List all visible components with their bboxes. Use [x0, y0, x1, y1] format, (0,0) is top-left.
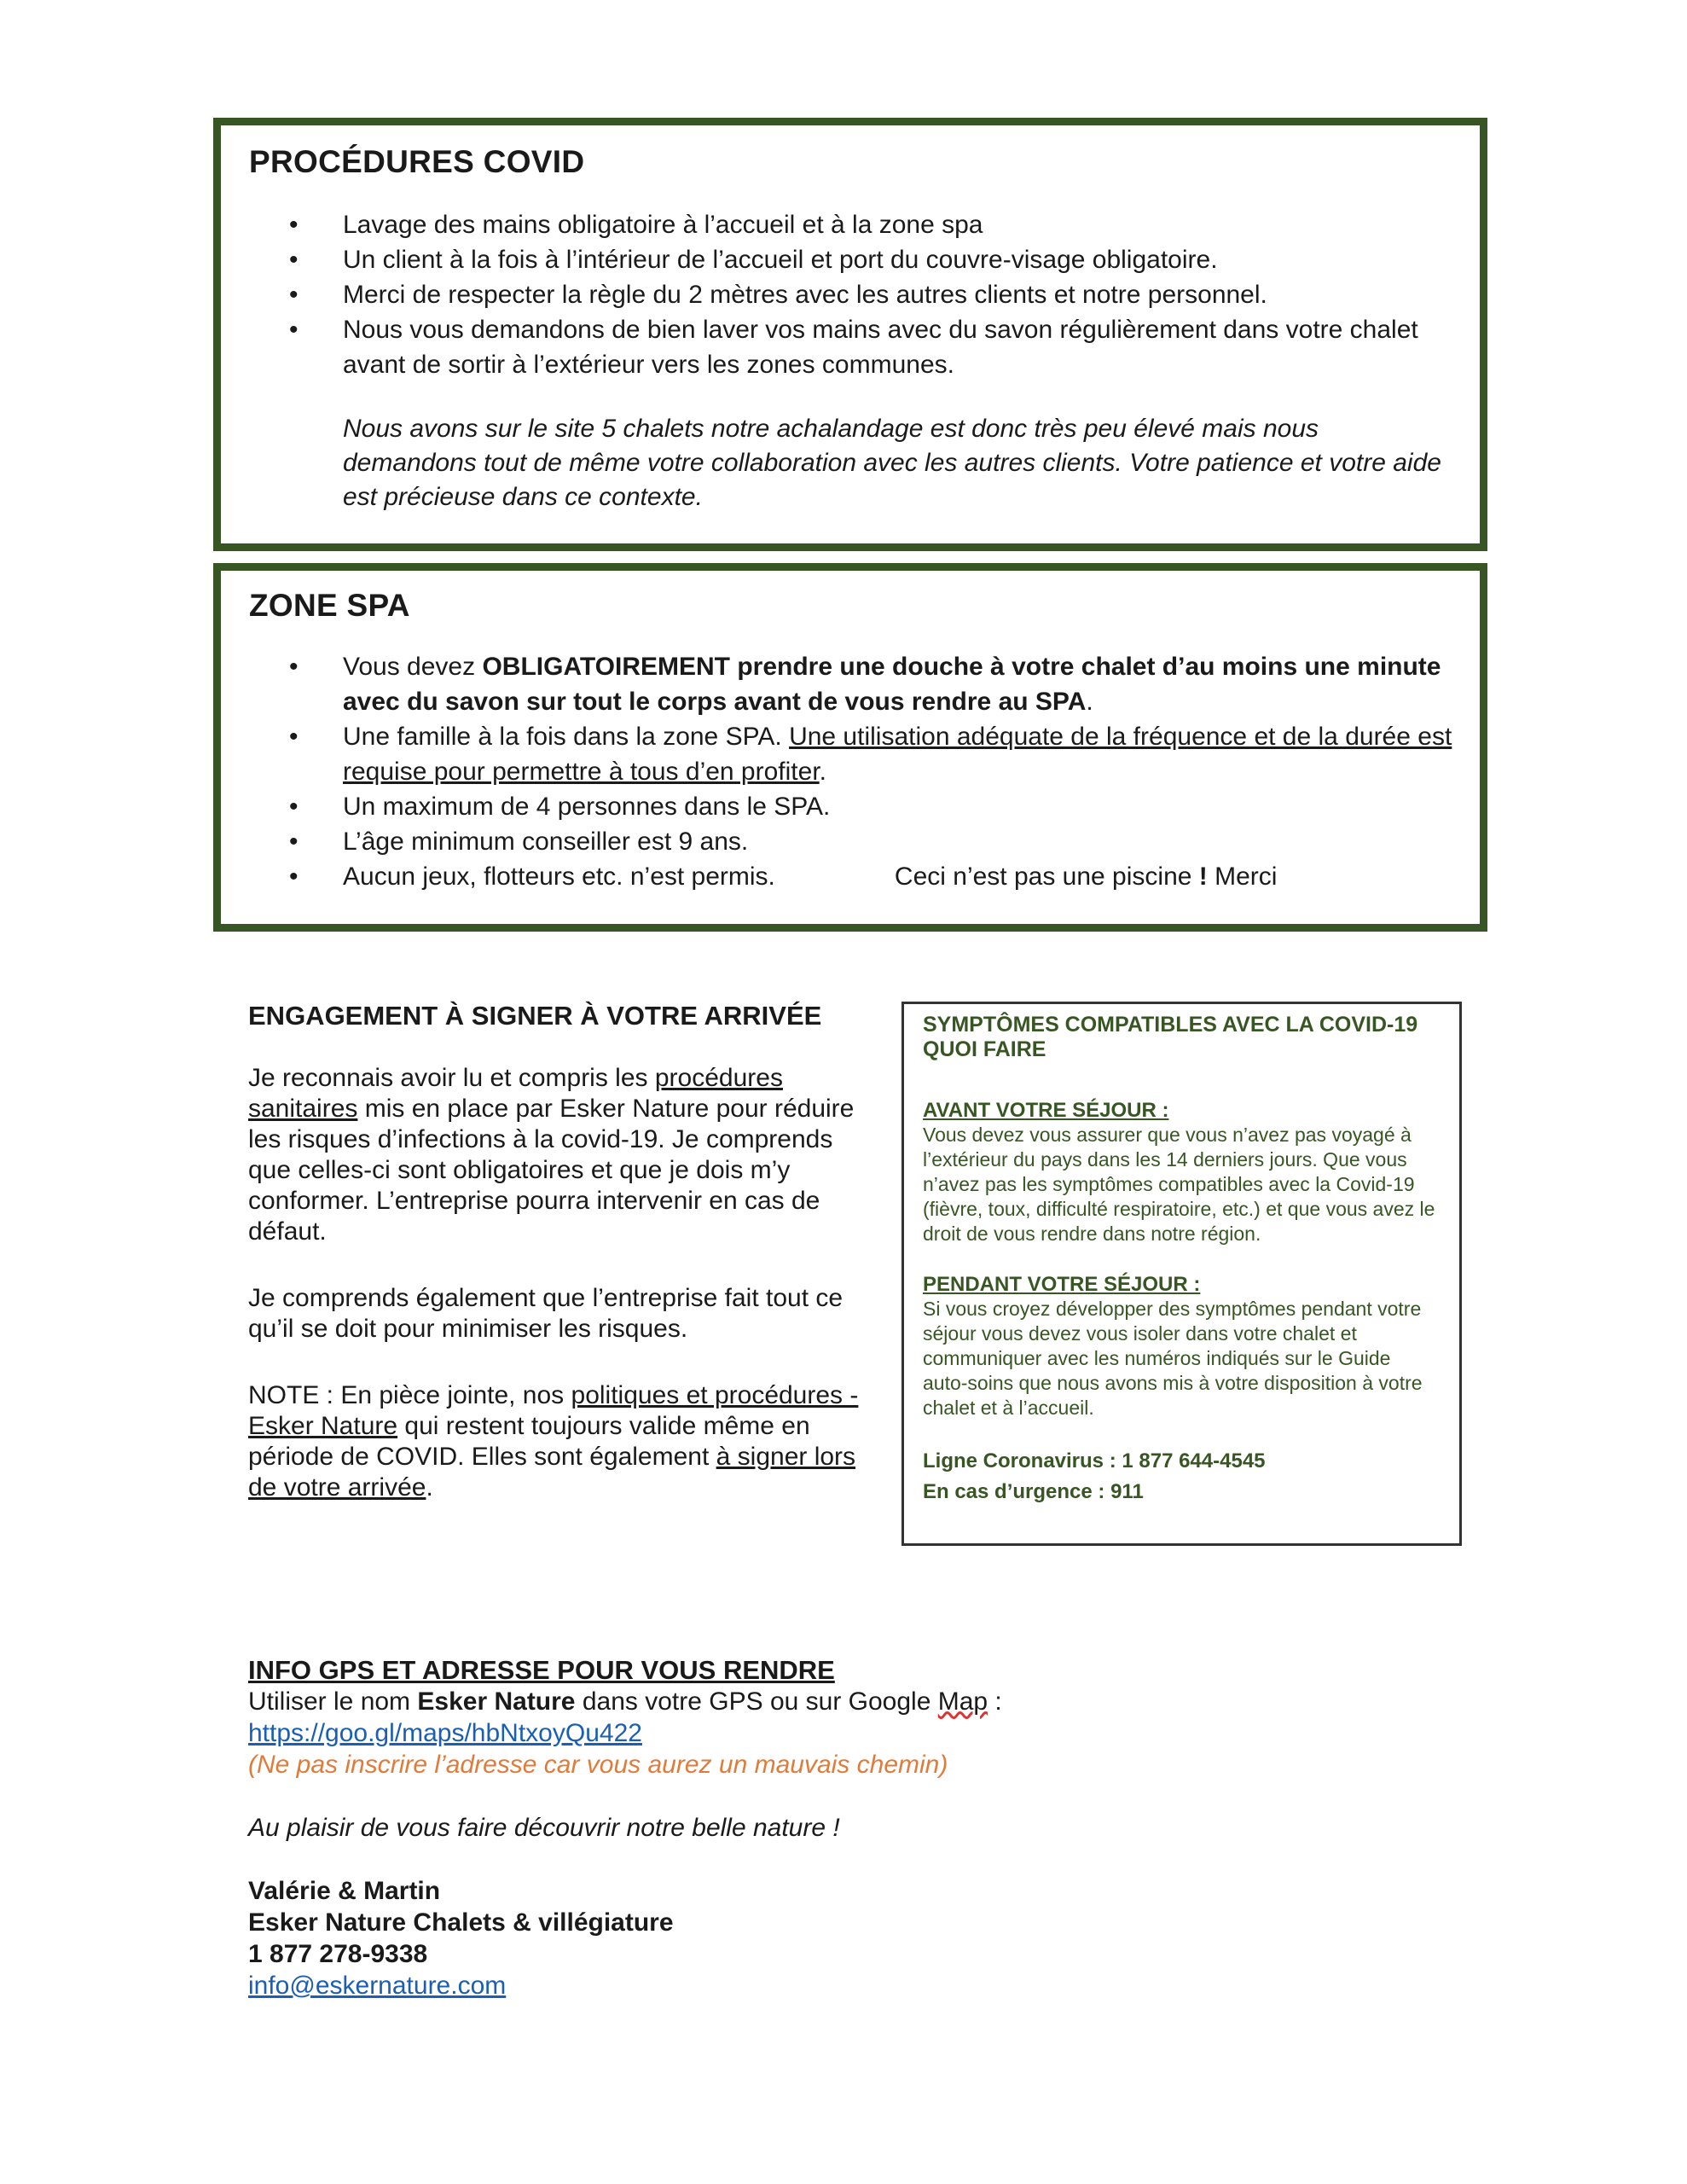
covid-item-3: Merci de respecter la règle du 2 mètres avec les autres clients et notre personnel. — [343, 281, 1267, 309]
gps-line-mid: dans votre GPS ou sur Google — [575, 1687, 938, 1716]
symptoms-title: SYMPTÔMES COMPATIBLES AVEC LA COVID-19 QUOI FAIRE — [923, 1013, 1418, 1061]
engagement-p3-post: . — [426, 1473, 433, 1502]
covid-title: PROCÉDURES COVID — [249, 144, 585, 179]
bullet-icon: • — [289, 246, 299, 274]
maps-link[interactable]: https://goo.gl/maps/hbNtxoyQu422 — [248, 1719, 642, 1747]
spa-item-3: Un maximum de 4 personnes dans le SPA. — [343, 793, 831, 821]
spa-item-1-bold: OBLIGATOIREMENT prendre une douche à votre chalet d’au moins une minute avec du savon sur tout le corps avant de vous rendre au SPA — [343, 653, 1441, 716]
bullet-icon: • — [289, 281, 299, 309]
engagement-p1-underline: procédures sanitaires — [248, 1064, 783, 1123]
symptoms-during-text: Si vous croyez développer des symptômes pendant votre séjour vous devez vous isoler dans votre chalet et communiquer avec les numéros indiqués sur le Guide auto-soins que nous avons mis à votre disposition à votre chalet et à l’accueil. — [923, 1298, 1423, 1419]
covid-item-4: Nous vous demandons de bien laver vos mains avec du savon régulièrement dans votre chalet avant de sortir à l’extérieur vers les zones communes. — [343, 316, 1418, 379]
list-item — [289, 207, 1454, 242]
gps-section — [248, 1654, 1186, 2001]
signature — [248, 1875, 1186, 1970]
spa-aside-post: Merci — [1207, 863, 1278, 891]
gps-instructions — [248, 1686, 1186, 1717]
signature-phone: 1 877 278-9338 — [248, 1940, 428, 1968]
covid-list — [289, 207, 1454, 382]
engagement-title: ENGAGEMENT À SIGNER À VOTRE ARRIVÉE — [248, 1001, 822, 1031]
engagement-p3-mid: qui restent toujours valide même en période de COVID. Elles sont également — [248, 1412, 810, 1471]
closing-line: Au plaisir de vous faire découvrir notre belle nature ! — [248, 1814, 840, 1842]
symptoms-before-heading: AVANT VOTRE SÉJOUR : — [923, 1099, 1169, 1122]
list-item — [289, 789, 1454, 824]
spa-item-1-post: . — [1086, 688, 1093, 716]
list-item — [289, 312, 1454, 382]
gps-title: INFO GPS ET ADRESSE POUR VOUS RENDRE — [248, 1655, 835, 1685]
list-item — [289, 649, 1454, 719]
spa-item-2-post: . — [819, 758, 826, 786]
coronavirus-hotline: Ligne Coronavirus : 1 877 644-4545 — [923, 1449, 1266, 1472]
engagement-paragraph-3 — [248, 1380, 879, 1503]
list-item — [289, 824, 1454, 859]
gps-line-post: : — [988, 1687, 1002, 1716]
covid-item-1: Lavage des mains obligatoire à l’accueil et à la zone spa — [343, 211, 983, 239]
symptoms-during — [923, 1272, 1441, 1420]
spa-aside-pre: Ceci n’est pas une piscine — [894, 863, 1199, 891]
covid-item-2: Un client à la fois à l’intérieur de l’accueil et port du couvre-visage obligatoire. — [343, 246, 1218, 274]
engagement-p3-underline-2: à signer lors de votre arrivée — [248, 1443, 856, 1502]
covid-procedures-box — [213, 118, 1487, 551]
spa-item-2-underline: Une utilisation adéquate de la fréquence et de la durée est requise pour permettre à tous d’en profiter — [343, 723, 1452, 786]
signature-names: Valérie & Martin — [248, 1877, 441, 1905]
engagement-p3-underline: politiques et procédures - Esker Nature — [248, 1381, 859, 1440]
emergency-number: En cas d’urgence : 911 — [923, 1480, 1144, 1503]
covid-note: Nous avons sur le site 5 chalets notre achalandage est donc très peu élevé mais nous demandons tout de même votre collaboration avec les autres clients. Votre patience et votre aide est précieuse dans ce contexte. — [343, 415, 1441, 511]
engagement-paragraph-1 — [248, 1063, 879, 1247]
engagement-p1-post: mis en place par Esker Nature pour réduire les risques d’infections à la covid-19. Je comprends que celles-ci sont obligatoires et que je dois m’y conformer. L’entreprise pourra intervenir en cas de défaut. — [248, 1095, 855, 1246]
spa-item-1-pre: Vous devez — [343, 653, 483, 681]
bullet-icon: • — [289, 316, 299, 344]
gps-line-map: Map — [937, 1687, 988, 1716]
engagement-p3-pre: NOTE : En pièce jointe, nos — [248, 1381, 571, 1409]
address-warning: (Ne pas inscrire l’adresse car vous aurez un mauvais chemin) — [248, 1751, 948, 1779]
spa-title: ZONE SPA — [249, 588, 410, 623]
bullet-icon: • — [289, 723, 299, 751]
spa-item-4: L’âge minimum conseiller est 9 ans. — [343, 828, 749, 856]
list-item — [289, 859, 1454, 894]
spa-item-2-pre: Une famille à la fois dans la zone SPA. — [343, 723, 790, 751]
engagement-section — [248, 1001, 879, 1539]
symptoms-before — [923, 1098, 1441, 1246]
signature-company: Esker Nature Chalets & villégiature — [248, 1908, 674, 1937]
engagement-p1-pre: Je reconnais avoir lu et compris les — [248, 1064, 655, 1092]
spa-list — [289, 649, 1454, 894]
email-link[interactable]: info@eskernature.com — [248, 1972, 507, 2000]
bullet-icon: • — [289, 793, 299, 821]
gps-line-bold: Esker Nature — [417, 1687, 576, 1716]
bullet-icon: • — [289, 863, 299, 891]
bullet-icon: • — [289, 653, 299, 681]
symptoms-before-text: Vous devez vous assurer que vous n’avez pas voyagé à l’extérieur du pays dans les 14 derniers jours. Que vous n’avez pas les symptômes compatibles avec la Covid-19 (fièvre, toux, difficulté respiratoire, etc.) et que vous avez le droit de vous rendre dans notre région. — [923, 1124, 1435, 1245]
spa-item-5: Aucun jeux, flotteurs etc. n’est permis. — [343, 863, 775, 891]
symptoms-box — [901, 1002, 1462, 1546]
list-item — [289, 719, 1454, 789]
list-item — [289, 242, 1454, 277]
bullet-icon: • — [289, 211, 299, 239]
engagement-paragraph-2: Je comprends également que l’entreprise fait tout ce qu’il se doit pour minimiser les risques. — [248, 1284, 844, 1343]
spa-zone-box — [213, 563, 1487, 932]
spa-aside-bold: ! — [1198, 863, 1208, 891]
bullet-icon: • — [289, 828, 299, 856]
list-item — [289, 277, 1454, 312]
symptoms-during-heading: PENDANT VOTRE SÉJOUR : — [923, 1273, 1201, 1296]
gps-line-pre: Utiliser le nom — [248, 1687, 418, 1716]
